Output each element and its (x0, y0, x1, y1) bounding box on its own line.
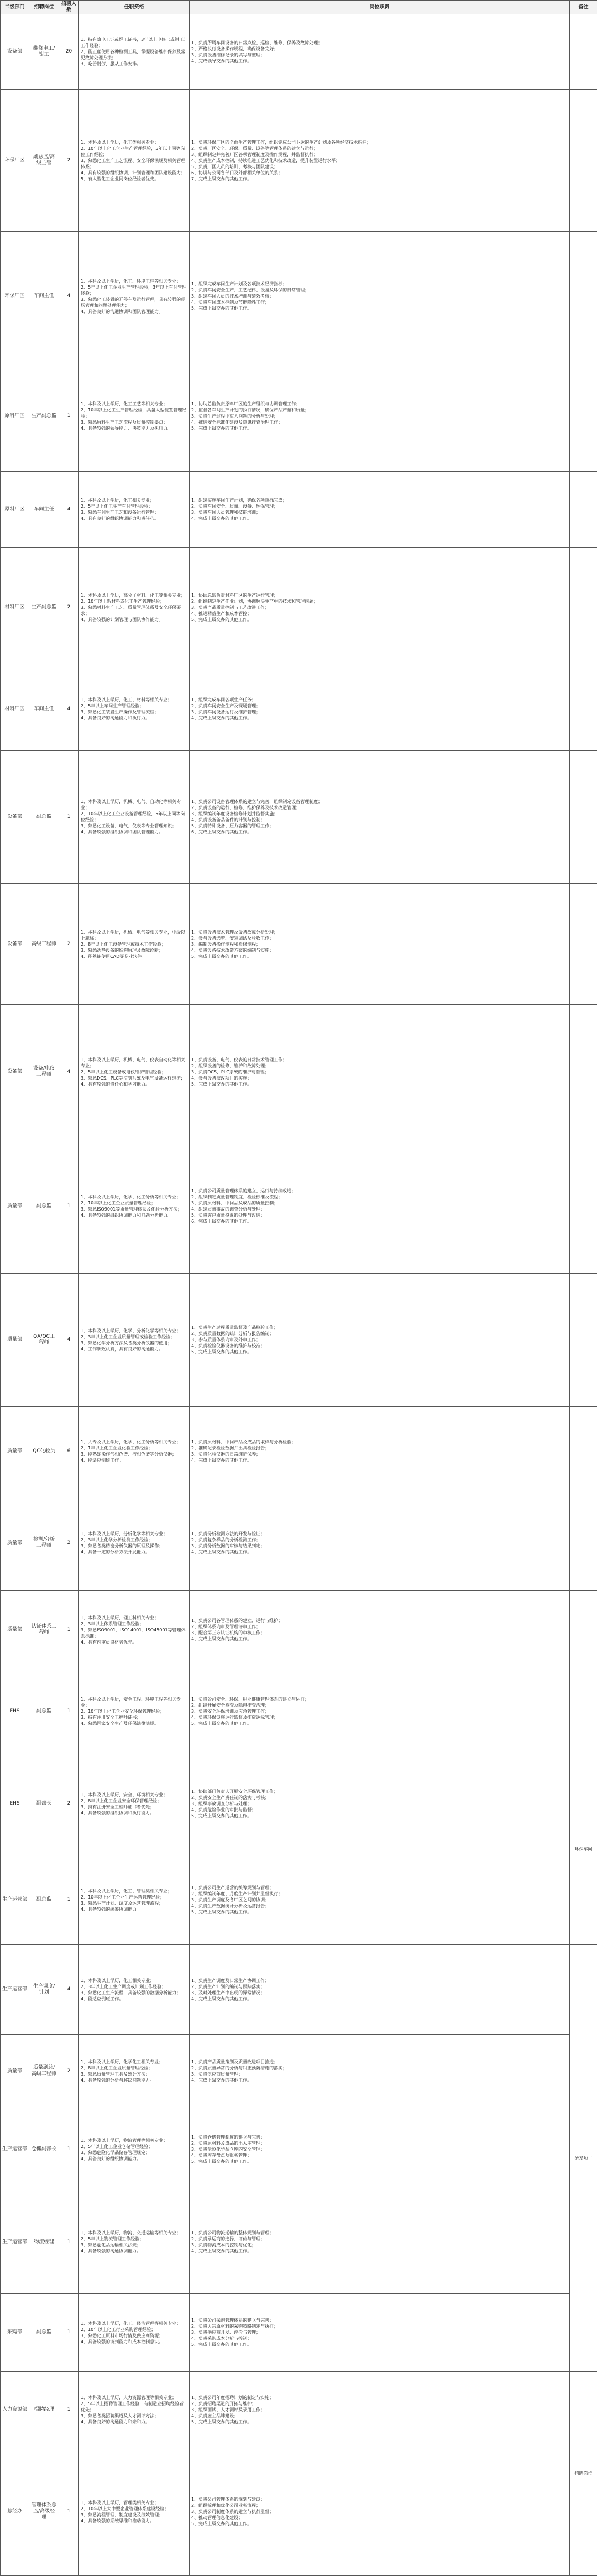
header-remark: 备注 (570, 1, 597, 14)
table-header-row (1, 1, 597, 14)
qualifications-cell: 1、本科及以上学历，物流管理等相关专业； 2、5年以上化工企业仓储管理经验； 3、熟悉危险化学品储存管理规定； 4、具备良好的组织协调能力。 (79, 2108, 190, 2191)
duties-cell: 1、负责所属车间设备的日常点检、巡检、维修、保养及故障处理； 2、严格执行设备操作规程，确保设备完好； 3、负责设备维修记录的填写与整理； 4、完成领导交办的其他工作。 (190, 14, 570, 90)
department-cell: 总经办 (1, 2448, 29, 2575)
table-row (1, 883, 597, 1004)
headcount-cell: 4 (59, 668, 79, 750)
table-row (1, 547, 597, 668)
remark-cell: 研发项目 (570, 1945, 597, 2371)
table-row (1, 668, 597, 750)
table-row (1, 2371, 597, 2448)
duties-cell: 1、组织实施车间生产计划，确保各项指标完成； 2、负责车间安全、质量、设备、环保管理； 3、负责车间人员管理和技能培训； 4、完成上级交办的其他工作。 (190, 471, 570, 547)
duties-cell: 1、负责设备技术管理及设备故障分析处理； 2、参与设备选型、安装调试及验收工作； 3、编制设备操作规程和检修规程； 4、负责设备技术改造方案的编制与实施； 5、完成上级交办的其他工作。 (190, 883, 570, 1004)
position-cell: 车间主任 (29, 668, 59, 750)
table-row (1, 2108, 597, 2191)
headcount-cell: 2 (59, 90, 79, 232)
duties-cell: 1、负责设备、电气、仪表的日常技术管理工作； 2、组织设备的检修、维护和故障处理； 3、负责DCS、PLC系统的维护与管理； 4、参与设备技改项目的实施； 5、完成上级交办的其他工作。 (190, 1005, 570, 1139)
table-row (1, 750, 597, 883)
qualifications-cell: 1、本科及以上学历，安全工程、环境工程等相关专业； 2、10年以上化工企业安全环保管理经验； 3、持有注册安全工程师证书； 4、熟悉国家安全生产及环保法律法规。 (79, 1670, 190, 1753)
headcount-cell: 1 (59, 2191, 79, 2293)
position-cell: 副总监 (29, 1139, 59, 1274)
qualifications-cell: 1、本科及以上学历，理工科相关专业； 2、3年以上体系管理工作经验； 3、熟悉ISO9001、ISO14001、ISO45001等管理体系标准； 4、具有内审员资格者优先。 (79, 1590, 190, 1670)
table-row (1, 2191, 597, 2293)
table-row (1, 361, 597, 471)
headcount-cell: 1 (59, 361, 79, 471)
table-row (1, 2293, 597, 2371)
position-cell: 车间主任 (29, 471, 59, 547)
position-cell: 副总监 (29, 1855, 59, 1945)
duties-cell: 1、负责公司采购管理体系的建立与完善； 2、负责大宗原材料的采购策略制定与执行； 3、负责供应商开发、评价与管理； 4、负责采购成本分析与控制； 5、完成上级交办的其他工作。 (190, 2293, 570, 2371)
duties-cell: 1、组织完成车间各项生产任务； 2、负责车间安全生产及现场管理； 3、负责车间设备运行及维护管理； 4、完成上级交办的其他工作。 (190, 668, 570, 750)
department-cell: 设备部 (1, 1005, 29, 1139)
remark-cell: 环保车间 (570, 1753, 597, 1944)
duties-cell: 1、负责分析检测方法的开发与验证； 2、负责复杂样品的分析检测工作； 3、负责分析数据的审核与结果判定； 4、完成上级交办的其他工作。 (190, 1496, 570, 1590)
department-cell: 采购部 (1, 2293, 29, 2371)
qualifications-cell: 1、持有效电工证或焊工证书，3年以上电修（或钳工）工作经验； 2、能正确使用各种检测工具，掌握设备维护保养及常见故障处理方法； 3、吃苦耐劳，服从工作安排。 (79, 14, 190, 90)
headcount-cell: 1 (59, 2108, 79, 2191)
remark-cell (570, 547, 597, 668)
position-cell: 生产副总监 (29, 361, 59, 471)
qualifications-cell: 1、本科及以上学历，化工、材料等相关专业； 2、5年以上车间生产管理经验； 3、熟悉化工装置生产操作及管理流程； 4、具备良好的沟通能力和执行力。 (79, 668, 190, 750)
duties-cell: 1、负责生产调度及日常生产协调工作； 2、负责生产计划的编制与跟踪落实； 3、及时处理生产中出现的异常情况； 4、完成上级交办的其他工作。 (190, 1945, 570, 2035)
duties-cell: 1、负责生产过程质量监督及产品检验工作； 2、负责质量数据的统计分析与报告编制； 3、参与质量体系内审及外审工作； 4、负责检验仪器设备的维护与校准； 5、完成上级交办的其他工作。 (190, 1274, 570, 1406)
qualifications-cell: 1、本科及以上学历，化工相关专业； 2、5年以上化工生产车间管理经验； 3、熟悉车间生产工艺和设备运行管理； 4、具有良好的组织协调能力和责任心。 (79, 471, 190, 547)
department-cell: 设备部 (1, 14, 29, 90)
table-row (1, 1590, 597, 1670)
headcount-cell: 2 (59, 1753, 79, 1855)
position-cell: 检测/分析工程师 (29, 1496, 59, 1590)
header-qualifications: 任职资格 (79, 1, 190, 14)
position-cell: 副部长 (29, 1753, 59, 1855)
position-cell: 仓储副部长 (29, 2108, 59, 2191)
qualifications-cell: 1、本科及以上学历，人力资源管理等相关专业； 2、5年以上招聘管理工作经验，有制造业招聘经验者优先； 3、熟悉各类招聘渠道及人才测评方法； 4、具备良好的沟通能力和亲和力。 (79, 2371, 190, 2448)
table-row (1, 471, 597, 547)
headcount-cell: 1 (59, 1855, 79, 1945)
headcount-cell: 4 (59, 1274, 79, 1406)
table-row (1, 1406, 597, 1496)
position-cell: 设备/电仪工程师 (29, 1005, 59, 1139)
header-department: 二级部门 (1, 1, 29, 14)
table-row (1, 2035, 597, 2108)
department-cell: EHS (1, 1670, 29, 1753)
headcount-cell: 1 (59, 1590, 79, 1670)
department-cell: 质量部 (1, 2035, 29, 2108)
headcount-cell: 2 (59, 883, 79, 1004)
department-cell: 质量部 (1, 1590, 29, 1670)
department-cell: 原料厂区 (1, 471, 29, 547)
position-cell: 认证体系工程师 (29, 1590, 59, 1670)
qualifications-cell: 1、本科及以上学历，化学化工相关专业； 2、8年以上化工企业质量管理经验； 3、熟悉质量管理工具及统计方法； 4、具备较强的分析与解决问题能力。 (79, 2035, 190, 2108)
headcount-cell: 4 (59, 1945, 79, 2035)
duties-cell: 1、负责公司各管理体系的建立、运行与维护； 2、组织体系内审及管理评审工作； 3、配合第三方认证机构的审核工作； 4、完成上级交办的其他工作。 (190, 1590, 570, 1670)
position-cell: 生产调度/计划 (29, 1945, 59, 2035)
remark-cell (570, 1590, 597, 1670)
department-cell: 质量部 (1, 1139, 29, 1274)
department-cell: 质量部 (1, 1406, 29, 1496)
qualifications-cell: 1、本科及以上学历，化工、环境工程等相关专业； 2、5年以上化工企业生产管理经验，3年以上车间管理经验； 3、熟悉化工装置的开停车及运行管理，具有较强的现场管理和问题处理能力； 4、具备良好的沟通协调和团队管理能力。 (79, 232, 190, 361)
qualifications-cell: 1、本科及以上学历，机械、电气、自动化等相关专业； 2、10年以上化工企业设备管理经验，5年以上同等岗位经验； 3、熟悉化工设备、电气、仪表等专业管理知识； 4、具备较强的组织协调和团队管理能力。 (79, 750, 190, 883)
department-cell: 质量部 (1, 1496, 29, 1590)
qualifications-cell: 1、本科及以上学历，化学、分析化学等相关专业； 2、3年以上化工企业质量管理或检验工作经验； 3、熟悉化学分析方法及各类分析仪器的使用； 4、工作细致认真，具有良好的沟通能力。 (79, 1274, 190, 1406)
remark-cell (570, 1274, 597, 1406)
qualifications-cell: 1、本科及以上学历，化学、化工分析等相关专业； 2、10年以上化工企业质量管理经验； 3、熟悉ISO9001等质量管理体系及化验分析方法； 4、具备较强的组织协调能力和问题分析能力。 (79, 1139, 190, 1274)
department-cell: 材料厂区 (1, 668, 29, 750)
qualifications-cell: 1、大专及以上学历，化学、化工分析等相关专业； 2、1年以上化工企业化验工作经验； 3、能熟练操作气相色谱、液相色谱等分析仪器； 4、能适应倒班工作。 (79, 1406, 190, 1496)
position-cell: 管理体系总监/高级经理 (29, 2448, 59, 2575)
position-cell: 质量副总/高级工程师 (29, 2035, 59, 2108)
department-cell: 环保厂区 (1, 90, 29, 232)
position-cell: 招聘经理 (29, 2371, 59, 2448)
remark-cell (570, 1496, 597, 1590)
position-cell: 副总监 (29, 750, 59, 883)
duties-cell: 1、负责公司安全、环保、职业健康管理体系的建立与运行； 2、组织开展安全检查及隐患排查治理； 3、负责安全环保培训及应急管理工作； 4、负责环保设施运行监督及排放达标管理； 5、完成上级交办的其他工作。 (190, 1670, 570, 1753)
headcount-cell: 1 (59, 2293, 79, 2371)
qualifications-cell: 1、本科及以上学历，高分子材料、化工等相关专业； 2、10年以上新材料或化工生产管理经验； 3、熟悉材料生产工艺、质量管理体系及安全环保要求； 4、具备较强的计划管理与团队协作能力。 (79, 547, 190, 668)
duties-cell: 1、负责公司质量管理体系的建立、运行与持续改进； 2、组织制定质量管理制度、检验标准及流程； 3、负责原材料、中间品及成品的质量控制； 4、组织质量事故的调查分析与处理； 5、负责客户质量投诉的处理与改进； 6、完成上级交办的其他工作。 (190, 1139, 570, 1274)
position-cell: 副总监 (29, 1670, 59, 1753)
duties-cell: 1、负责公司年度招聘计划的制定与实施； 2、负责招聘渠道的开拓与维护； 3、组织面试、人才测评及录用工作； 4、负责雇主品牌建设； 5、完成上级交办的其他工作。 (190, 2371, 570, 2448)
duties-cell: 1、负责产品质量策划及质量改进项目推进； 2、负责质量异常的分析与纠正预防措施的落实； 3、负责供应商质量管理； 4、完成上级交办的其他工作。 (190, 2035, 570, 2108)
position-cell: QC化验员 (29, 1406, 59, 1496)
duties-cell: 1、负责公司物流运输的整体规划与管理； 2、负责承运商的选择、评价与管理； 3、负责物流成本的控制与优化； 4、完成上级交办的其他工作。 (190, 2191, 570, 2293)
remark-cell (570, 1670, 597, 1753)
duties-cell: 1、负责公司生产运营的统筹规划与管理； 2、组织编制年度、月度生产计划并监督执行； 3、负责生产调度及各厂区之间的协调； 4、负责生产数据统计分析及运营报告； 5、完成上级交办的其他工作。 (190, 1855, 570, 1945)
remark-cell (570, 750, 597, 883)
table-row (1, 14, 597, 90)
headcount-cell: 2 (59, 2035, 79, 2108)
remark-cell (570, 1406, 597, 1496)
duties-cell: 1、协助总监负责原料厂区的生产组织与协调管理工作； 2、监督各车间生产计划的执行情况，确保产品产量和质量； 3、负责生产过程中重大问题的分析与处理； 4、推进安全标准化建设及隐患排查治理工作； 5、完成上级交办的其他工作。 (190, 361, 570, 471)
department-cell: 材料厂区 (1, 547, 29, 668)
headcount-cell: 20 (59, 14, 79, 90)
position-cell: 车间主任 (29, 232, 59, 361)
qualifications-cell: 1、本科及以上学历，化工工艺等相关专业； 2、10年以上化工生产管理经验，具备大型装置管理经验； 3、熟悉原料生产工艺流程及质量控制要点； 4、具备较强的领导能力、决策能力及执行力。 (79, 361, 190, 471)
department-cell: 生产运营部 (1, 2108, 29, 2191)
department-cell: EHS (1, 1753, 29, 1855)
department-cell: 设备部 (1, 750, 29, 883)
remark-cell (570, 232, 597, 361)
department-cell: 人力资源部 (1, 2371, 29, 2448)
remark-cell (570, 471, 597, 547)
duties-cell: 1、协助部门负责人开展安全环保管理工作； 2、负责安全生产责任制的落实与考核； 3、组织事故调查分析与处理； 4、负责危险作业的审批与监督； 5、完成上级交办的其他工作。 (190, 1753, 570, 1855)
duties-cell: 1、组织完成车间生产计划及各项技术经济指标； 2、负责车间安全生产、工艺纪律、设备及环保的日常管理； 3、组织车间人员的技术培训与绩效考核； 4、负责车间成本控制及节能降耗工作； 5、完成上级交办的其他工作。 (190, 232, 570, 361)
remark-cell: 招聘岗位 (570, 2371, 597, 2575)
headcount-cell: 1 (59, 2448, 79, 2575)
table-row (1, 1855, 597, 1945)
table-row (1, 1274, 597, 1406)
headcount-cell: 1 (59, 1670, 79, 1753)
table-row (1, 232, 597, 361)
qualifications-cell: 1、本科及以上学历，化工类相关专业； 2、10年以上化工企业生产管理经验，5年以上同等岗位工作经验； 3、熟悉化工生产工艺流程、安全环保法规及相关管理体系； 4、具有较强的组织协调、计划管理和团队建设能力； 5、有大型化工企业同岗位经验者优先。 (79, 90, 190, 232)
department-cell: 生产运营部 (1, 2191, 29, 2293)
qualifications-cell: 1、本科及以上学历，管理类相关专业； 2、10年以上大中型企业管理体系建设经验； 3、熟悉流程管理、制度建设及绩效管理； 4、具备较强的系统思维和推动能力。 (79, 2448, 190, 2575)
headcount-cell: 4 (59, 1005, 79, 1139)
remark-cell (570, 361, 597, 471)
department-cell: 原料厂区 (1, 361, 29, 471)
remark-cell (570, 1005, 597, 1139)
qualifications-cell: 1、本科及以上学历，化工、经济管理等相关专业； 2、10年以上化工行业采购管理经验； 3、熟悉化工原料市场行情及供应商资源； 4、具备较强的谈判能力和成本控制意识。 (79, 2293, 190, 2371)
qualifications-cell: 1、本科及以上学历，分析化学等相关专业； 2、3年以上化学分析检测工作经验； 3、熟悉各类精密分析仪器的原理及操作； 4、具备一定的分析方法开发能力。 (79, 1496, 190, 1590)
duties-cell: 1、负责公司管理体系的规划与建设； 2、组织梳理和优化公司业务流程； 3、负责公司制度体系的建立与执行监督； 4、推动管理信息化建设； 5、完成上级交办的其他工作。 (190, 2448, 570, 2575)
duties-cell: 1、负责仓储管理制度的建立与完善； 2、负责原材料及成品的出入库管理； 3、负责危险化学品仓库的安全管理； 4、负责库存盘点及账务管理； 5、完成上级交办的其他工作。 (190, 2108, 570, 2191)
duties-cell: 1、协助总监负责材料厂区的生产运行管理； 2、组织制定生产作业计划，协调解决生产中的技术和管理问题； 3、负责产品质量控制与工艺改进工作； 4、推进精益生产和成本管控； 5、完成上级交办的其他工作。 (190, 547, 570, 668)
position-cell: 副总监 (29, 2293, 59, 2371)
qualifications-cell: 1、本科及以上学历，化工相关专业； 2、3年以上化工生产调度或计划工作经验； 3、熟悉化工生产流程，具备较强的数据分析能力； 4、能适应倒班工作。 (79, 1945, 190, 2035)
remark-cell (570, 14, 597, 90)
headcount-cell: 6 (59, 1406, 79, 1496)
headcount-cell: 1 (59, 750, 79, 883)
remark-cell (570, 90, 597, 232)
table-row (1, 1670, 597, 1753)
table-row (1, 2448, 597, 2575)
headcount-cell: 1 (59, 1139, 79, 1274)
department-cell: 生产运营部 (1, 1945, 29, 2035)
table-row (1, 90, 597, 232)
duties-cell: 1、负责公司设备管理体系的建立与完善，组织制定设备管理制度； 2、负责设备的运行、检修、维护保养及技术改造管理； 3、组织编制年度设备检修计划并监督实施； 4、负责设备备品备件的计划与控制； 5、负责特种设备、压力容器的管理工作； 6、完成上级交办的其他工作。 (190, 750, 570, 883)
remark-cell (570, 668, 597, 750)
table-row (1, 1496, 597, 1590)
position-cell: 维修电工/钳工 (29, 14, 59, 90)
department-cell: 环保厂区 (1, 232, 29, 361)
qualifications-cell: 1、本科及以上学历，化工、管理类相关专业； 2、10年以上化工企业生产运营管理经验； 3、熟悉生产计划、调度及运营管理流程； 4、具备较强的统筹协调能力。 (79, 1855, 190, 1945)
duties-cell: 1、负责环保厂区的全面生产管理工作，组织完成公司下达的生产计划及各项经济技术指标； 2、负责厂区安全、环保、质量、设备等管理体系的建立与运行； 3、组织制定并完善厂区各项管理制度及操作规程，并监督执行； 4、负责生产成本控制，持续推进工艺优化和技术改造，提升装置运行水平； 5、负责厂区人员的培训、考核与团队建设； 6、协调与公司各部门及外部相关单位的关系； 7、完成上级交办的其他工作。 (190, 90, 570, 232)
headcount-cell: 4 (59, 471, 79, 547)
duties-cell: 1、负责原材料、中间产品及成品的取样与分析检验； 2、准确记录检验数据并出具检验报告； 3、负责化验仪器的日常维护保养； 4、完成上级交办的其他工作。 (190, 1406, 570, 1496)
header-count: 招聘人数 (59, 1, 79, 14)
department-cell: 设备部 (1, 883, 29, 1004)
headcount-cell: 2 (59, 1496, 79, 1590)
table-row (1, 1753, 597, 1855)
position-cell: 副总监/高级主管 (29, 90, 59, 232)
remark-cell (570, 883, 597, 1004)
remark-cell (570, 1139, 597, 1274)
position-cell: 物流经理 (29, 2191, 59, 2293)
table-row (1, 1945, 597, 2035)
department-cell: 质量部 (1, 1274, 29, 1406)
headcount-cell: 4 (59, 232, 79, 361)
position-cell: 高级工程师 (29, 883, 59, 1004)
headcount-cell: 1 (59, 2371, 79, 2448)
qualifications-cell: 1、本科及以上学历，机械、电气、仪表自动化等相关专业； 2、5年以上化工设备或电仪维护管理经验； 3、熟悉DCS、PLC等控制系统及电气设备运行维护； 4、具有较强的责任心和学习能力。 (79, 1005, 190, 1139)
qualifications-cell: 1、本科及以上学历，机械、电气等相关专业，中级以上职称； 2、8年以上化工设备管理或技术工作经验； 3、熟悉动静设备的结构原理及故障诊断； 4、能熟练使用CAD等专业软件。 (79, 883, 190, 1004)
qualifications-cell: 1、本科及以上学历，物流、交通运输等相关专业； 2、5年以上物流管理工作经验； 3、熟悉危化品运输相关法规； 4、具备较强的沟通协调能力。 (79, 2191, 190, 2293)
qualifications-cell: 1、本科及以上学历，安全、环境相关专业； 2、8年以上化工企业安全环保管理经验； 3、持有注册安全工程师证书者优先； 4、具备较强的组织协调和执行能力。 (79, 1753, 190, 1855)
header-position: 招聘岗位 (29, 1, 59, 14)
headcount-cell: 2 (59, 547, 79, 668)
position-cell: QA/QC工程师 (29, 1274, 59, 1406)
header-duties: 岗位职责 (190, 1, 570, 14)
department-cell: 生产运营部 (1, 1855, 29, 1945)
table-row (1, 1139, 597, 1274)
table-row (1, 1005, 597, 1139)
position-cell: 生产副总监 (29, 547, 59, 668)
